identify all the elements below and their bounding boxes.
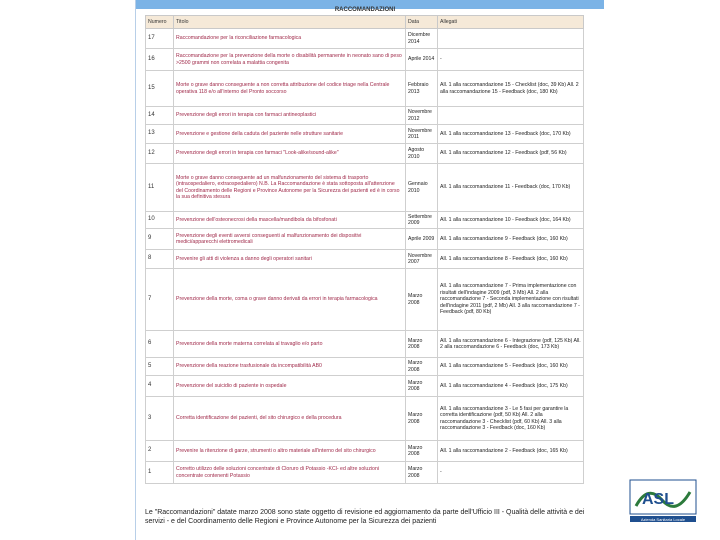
row-attachments: - — [438, 462, 584, 484]
table-row — [146, 71, 584, 107]
table-row — [146, 164, 584, 212]
row-date: Agosto 2010 — [406, 144, 438, 164]
table-row — [146, 462, 584, 484]
row-title[interactable]: Prevenzione degli errori in terapia con farmaci antineoplastici — [174, 107, 406, 125]
row-attachments[interactable]: All. 1 alla raccomandazione 8 - Feedback (doc, 160 Kb) — [438, 250, 584, 269]
table-row — [146, 269, 584, 331]
row-number: 10 — [146, 212, 174, 229]
row-attachments: - — [438, 49, 584, 71]
row-title[interactable]: Corretto utilizzo delle soluzioni concentrate di Cloruro di Potassio -KCl- ed altre soluzioni concentrate contenenti Potassio — [174, 462, 406, 484]
row-date: Febbraio 2013 — [406, 71, 438, 107]
header-numero: Numero — [146, 16, 174, 29]
row-attachments[interactable]: All. 1 alla raccomandazione 2 - Feedback (doc, 165 Kb) — [438, 441, 584, 462]
logo-caption: Azienda Sanitaria Locale — [640, 517, 686, 522]
row-title[interactable]: Morte o grave danno conseguente a non corretta attribuzione del codice triage nella Centrale operativa 118 e/o all'interno del Pronto soccorso — [174, 71, 406, 107]
row-date: Novembre 2011 — [406, 125, 438, 144]
table-row — [146, 441, 584, 462]
row-attachments[interactable]: All. 1 alla raccomandazione 15 - Checklist (doc, 39 Kb) All. 2 alla raccomandazione 15 - Feedback (doc, 180 Kb) — [438, 71, 584, 107]
row-date: Aprile 2014 — [406, 49, 438, 71]
recommendations-table — [145, 15, 584, 484]
row-number: 13 — [146, 125, 174, 144]
footnote: Le "Raccomandazioni" datate marzo 2008 sono state oggetto di revisione ed aggiornamento da parte dell'Ufficio III - Qualità delle attività e dei servizi - e del Coordinamento delle Regioni e Province Autonome per la Sicurezza dei pazienti — [145, 509, 585, 526]
row-title[interactable]: Prevenzione della morte materna correlata al travaglio e/o parto — [174, 331, 406, 358]
row-date: Gennaio 2010 — [406, 164, 438, 212]
row-title[interactable]: Prevenire gli atti di violenza a danno degli operatori sanitari — [174, 250, 406, 269]
table-row — [146, 250, 584, 269]
row-attachments[interactable]: All. 1 alla raccomandazione 13 - Feedback (doc, 170 Kb) — [438, 125, 584, 144]
table-row — [146, 397, 584, 441]
row-date: Marzo 2008 — [406, 358, 438, 376]
row-number: 6 — [146, 331, 174, 358]
row-date: Marzo 2008 — [406, 462, 438, 484]
header-data: Data — [406, 16, 438, 29]
row-date: Aprile 2009 — [406, 229, 438, 250]
row-attachments — [438, 29, 584, 49]
row-title[interactable]: Prevenzione degli errori in terapia con farmaci "Look-alike/sound-alike" — [174, 144, 406, 164]
table-row — [146, 49, 584, 71]
row-title[interactable]: Raccomandazione per la riconciliazione farmacologica — [174, 29, 406, 49]
row-number: 12 — [146, 144, 174, 164]
row-number: 17 — [146, 29, 174, 49]
row-title[interactable]: Prevenzione degli eventi avversi conseguenti al malfunzionamento dei dispositivi medici/apparecchi elettromedicali — [174, 229, 406, 250]
row-number: 9 — [146, 229, 174, 250]
row-number: 8 — [146, 250, 174, 269]
row-title[interactable]: Prevenire la ritenzione di garze, strumenti o altro materiale all'interno del sito chirurgico — [174, 441, 406, 462]
row-date: Marzo 2008 — [406, 269, 438, 331]
table-row — [146, 107, 584, 125]
row-number: 5 — [146, 358, 174, 376]
row-number: 3 — [146, 397, 174, 441]
table-header-row — [146, 16, 584, 29]
row-title[interactable]: Prevenzione del suicidio di paziente in ospedale — [174, 376, 406, 397]
row-title[interactable]: Prevenzione dell'osteonecrosi della mascella/mandibola da bifosfonati — [174, 212, 406, 229]
table-row — [146, 376, 584, 397]
row-number: 14 — [146, 107, 174, 125]
row-attachments[interactable]: All. 1 alla raccomandazione 3 - Le 5 fasi per garantire la corretta identificazione (pdf, 50 Kb) All. 2 alla raccomandazione 3 - Checklist (pdf, 60 Kb) All. 3 alla raccomandazione 3 - Feedback (doc, 160 Kb) — [438, 397, 584, 441]
row-number: 16 — [146, 49, 174, 71]
row-attachments — [438, 107, 584, 125]
row-date: Marzo 2008 — [406, 331, 438, 358]
row-number: 1 — [146, 462, 174, 484]
row-attachments[interactable]: All. 1 alla raccomandazione 10 - Feedback (doc, 164 Kb) — [438, 212, 584, 229]
row-title[interactable]: Corretta identificazione dei pazienti, del sito chirurgico e della procedura — [174, 397, 406, 441]
row-title[interactable]: Prevenzione della morte, coma o grave danno derivati da errori in terapia farmacologica — [174, 269, 406, 331]
row-title[interactable]: Morte o grave danno conseguente ad un malfunzionamento del sistema di trasporto (intraospedaliero, extraospedaliero) N.B. La Raccomandazione è stata sottoposta all'attenzione del Coordinamento delle Regioni e Province Autonome per la Sicurezza dei pazienti ed è in corso la sua definitiva stesura — [174, 164, 406, 212]
document-title: RACCOMANDAZIONI — [334, 7, 396, 13]
row-number: 7 — [146, 269, 174, 331]
row-attachments[interactable]: All. 1 alla raccomandazione 7 - Prima implementazione con risultati dell'indagine 2009 (pdf, 3 Mb) All. 2 alla raccomandazione 7 - Seconda implementazione con risultati dell'indagine 2011 (pdf, 2 Mb) All. 3 alla raccomandazione 7 - Feedback (pdf, 80 Kb) — [438, 269, 584, 331]
table-row — [146, 331, 584, 358]
row-number: 11 — [146, 164, 174, 212]
table-row — [146, 144, 584, 164]
row-title[interactable]: Prevenzione della reazione trasfusionale da incompatibilità AB0 — [174, 358, 406, 376]
row-date: Marzo 2008 — [406, 397, 438, 441]
row-attachments[interactable]: All. 1 alla raccomandazione 5 - Feedback (doc, 160 Kb) — [438, 358, 584, 376]
row-attachments[interactable]: All. 1 alla raccomandazione 9 - Feedback (doc, 160 Kb) — [438, 229, 584, 250]
row-date: Marzo 2008 — [406, 376, 438, 397]
header-allegati: Allegati — [438, 16, 584, 29]
table-row — [146, 229, 584, 250]
row-attachments[interactable]: All. 1 alla raccomandazione 12 - Feedback (pdf, 56 Kb) — [438, 144, 584, 164]
header-titolo: Titolo — [174, 16, 406, 29]
row-attachments[interactable]: All. 1 alla raccomandazione 6 - Integrazione (pdf, 125 Kb) All. 2 alla raccomandazione 6 - Feedback (doc, 173 Kb) — [438, 331, 584, 358]
row-date: Settembre 2009 — [406, 212, 438, 229]
table-row — [146, 29, 584, 49]
table-row — [146, 358, 584, 376]
row-date: Novembre 2012 — [406, 107, 438, 125]
asl-logo — [628, 478, 698, 524]
table-row — [146, 125, 584, 144]
row-number: 4 — [146, 376, 174, 397]
table-row — [146, 212, 584, 229]
row-attachments[interactable]: All. 1 alla raccomandazione 4 - Feedback (doc, 175 Kb) — [438, 376, 584, 397]
logo-text: ASL — [642, 491, 674, 508]
row-date: Dicembre 2014 — [406, 29, 438, 49]
row-attachments[interactable]: All. 1 alla raccomandazione 11 - Feedback (doc, 170 Kb) — [438, 164, 584, 212]
row-date: Marzo 2008 — [406, 441, 438, 462]
row-title[interactable]: Prevenzione e gestione della caduta del paziente nelle strutture sanitarie — [174, 125, 406, 144]
row-number: 15 — [146, 71, 174, 107]
row-title[interactable]: Raccomandazione per la prevenzione della morte o disabilità permanente in neonato sano di peso >2500 grammi non correlata a malattia congenita — [174, 49, 406, 71]
row-date: Novembre 2007 — [406, 250, 438, 269]
row-number: 2 — [146, 441, 174, 462]
